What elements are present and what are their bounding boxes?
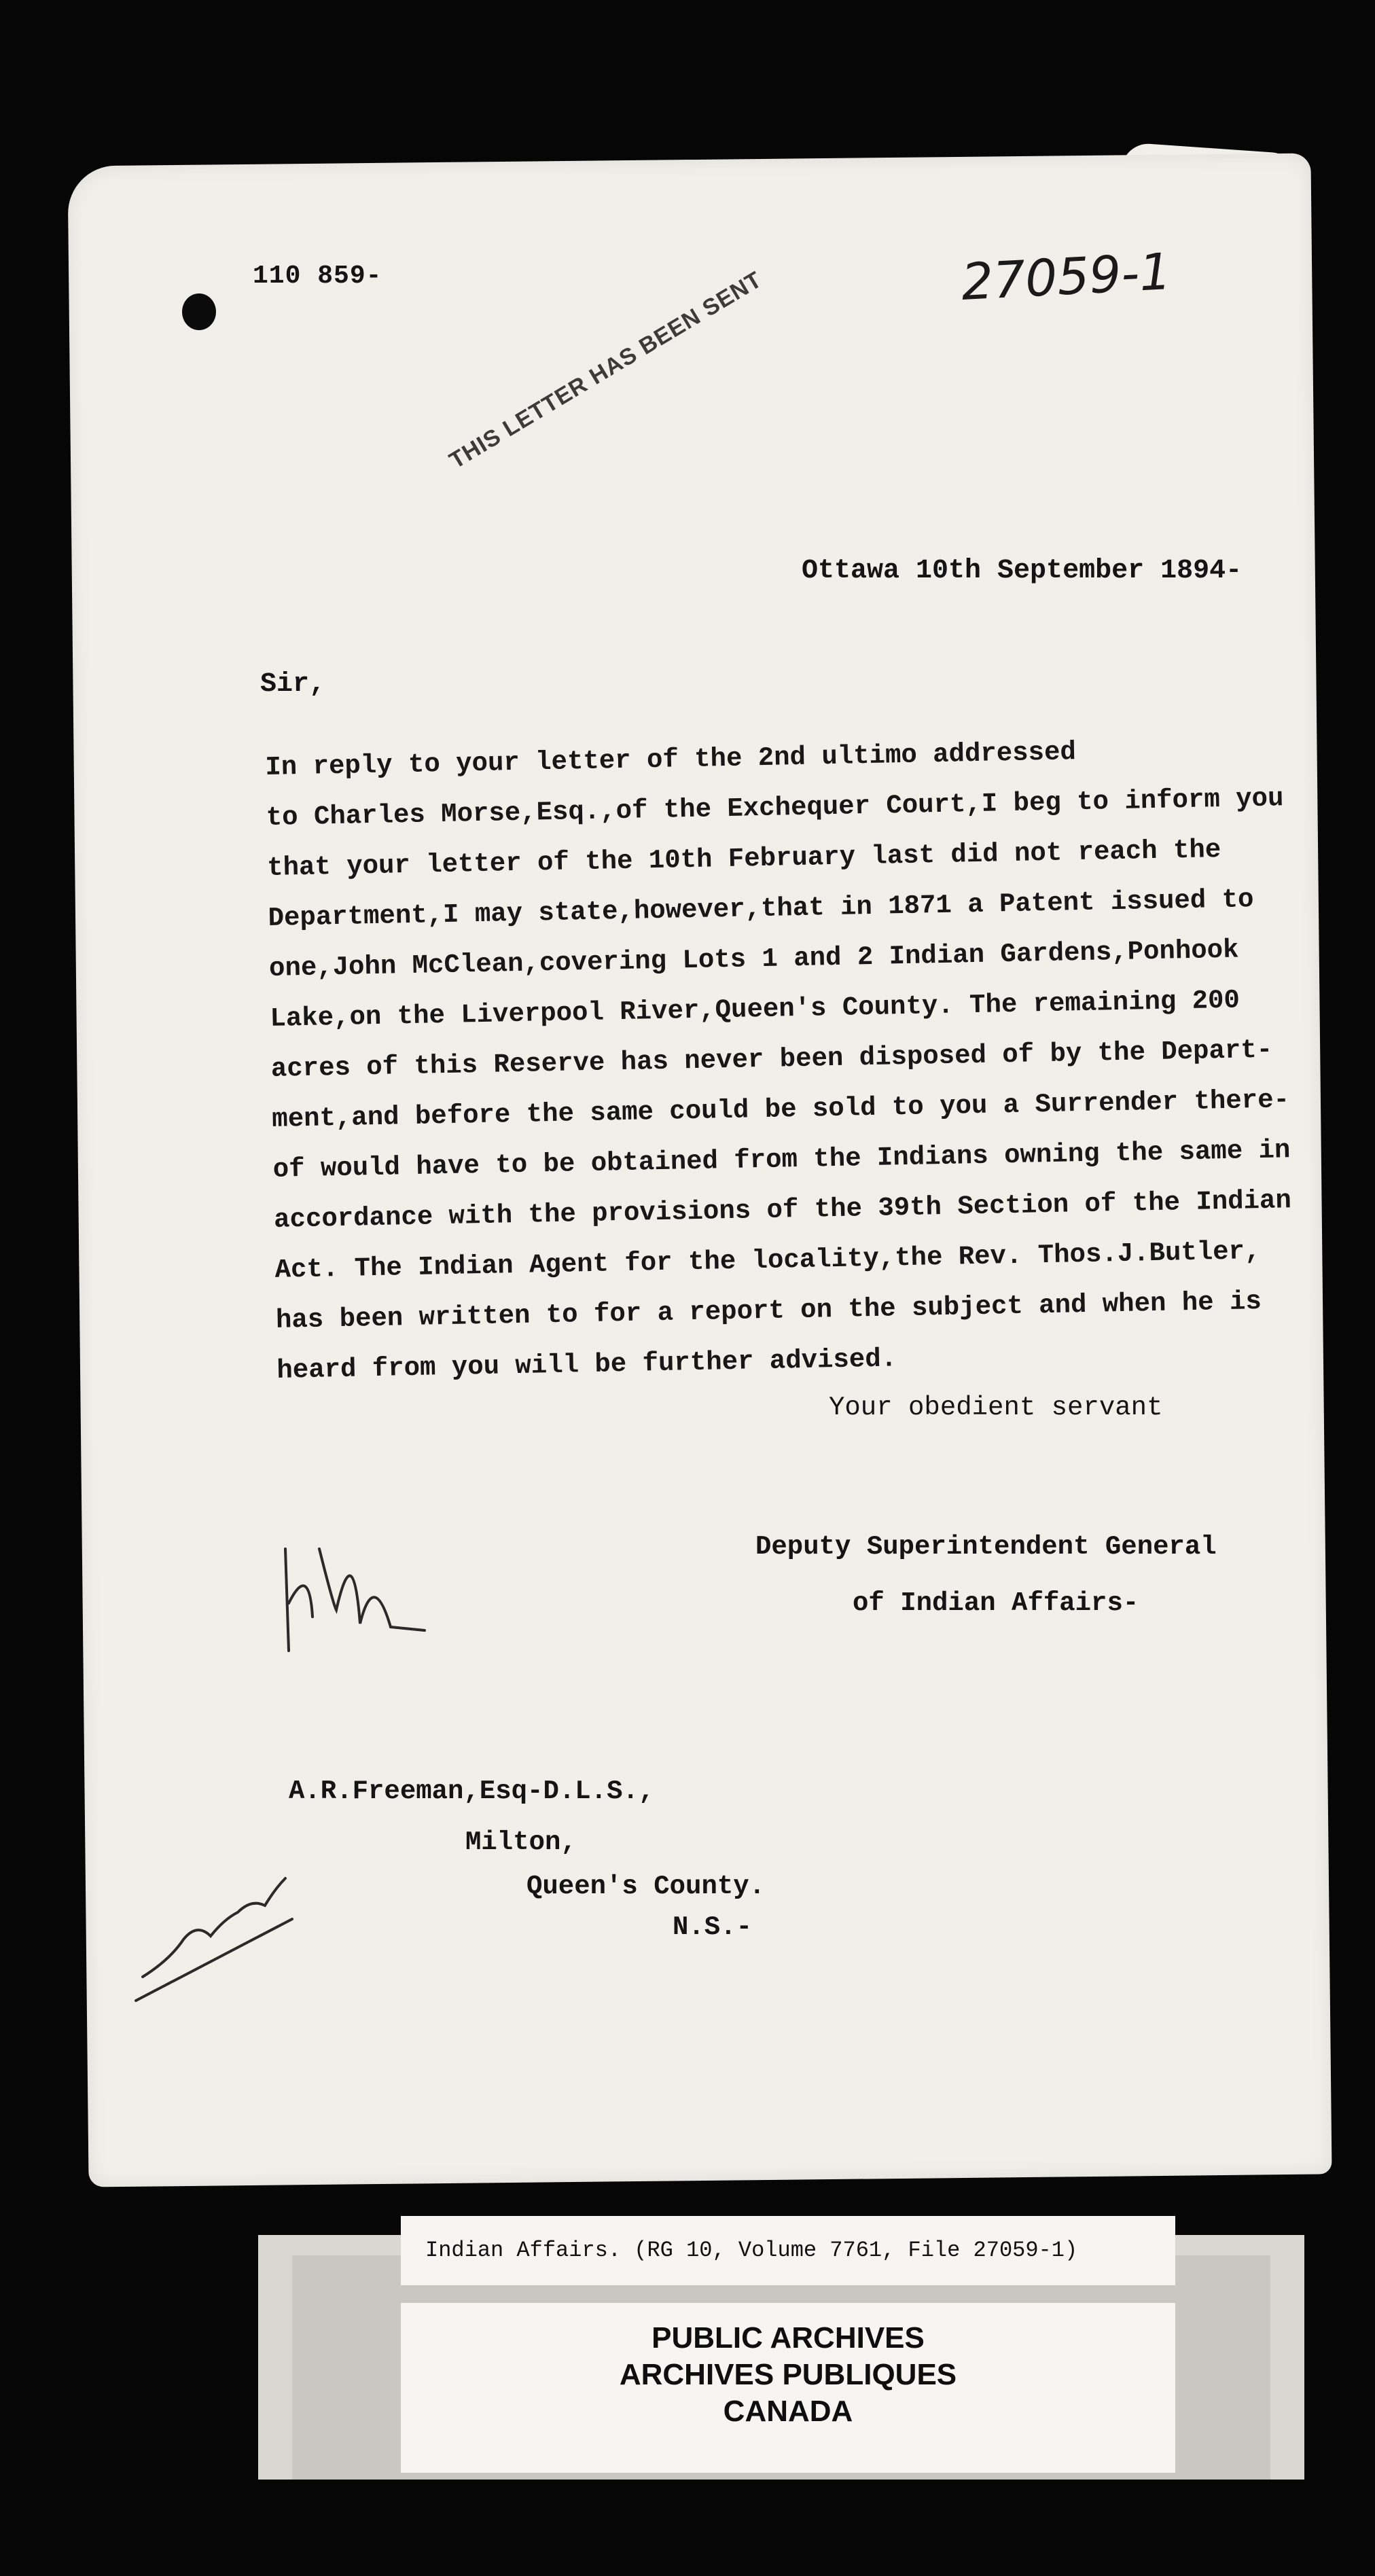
signature-title-line1: Deputy Superintendent General bbox=[755, 1532, 1217, 1562]
salutation: Sir, bbox=[260, 669, 326, 700]
body-line: one,John McClean,covering Lots 1 and 2 Indian Gardens,Ponhook bbox=[268, 935, 1239, 984]
body-line: of would have to be obtained from the Indians owning the same in bbox=[272, 1135, 1291, 1185]
archives-line-publiques: ARCHIVES PUBLIQUES bbox=[619, 2358, 957, 2391]
body-line: Department,I may state,however,that in 1871 a Patent issued to bbox=[268, 884, 1254, 933]
body-line: ment,and before the same could be sold to you a Surrender there- bbox=[271, 1085, 1290, 1134]
body-line: accordance with the provisions of the 39th Section of the Indian bbox=[273, 1185, 1292, 1235]
file-number: 27059-1 bbox=[959, 242, 1173, 312]
address-line: N.S.- bbox=[673, 1912, 753, 1942]
body-line: that your letter of the 10th February last did not reach the bbox=[266, 835, 1221, 883]
archives-line-public: PUBLIC ARCHIVES bbox=[651, 2321, 925, 2355]
archives-line-canada: CANADA bbox=[723, 2395, 853, 2428]
marginal-notation bbox=[129, 1858, 306, 2014]
body-line: Lake,on the Liverpool River,Queen's County. The remaining 200 bbox=[270, 985, 1240, 1034]
handwritten-initials bbox=[272, 1522, 435, 1658]
reference-number: 110 859- bbox=[253, 262, 382, 291]
dateline: Ottawa 10th September 1894- bbox=[802, 556, 1243, 586]
body-line: has been written to for a report on the subject and when he is bbox=[275, 1286, 1262, 1336]
caption-box bbox=[401, 2216, 1175, 2285]
archives-label bbox=[401, 2303, 1175, 2473]
address-line: Queen's County. bbox=[526, 1872, 766, 1901]
address-line: Milton, bbox=[465, 1827, 577, 1857]
archive-caption: Indian Affairs. (RG 10, Volume 7761, File 27059-1) bbox=[425, 2238, 1078, 2263]
address-line: A.R.Freeman,Esq-D.L.S., bbox=[289, 1776, 655, 1806]
punch-hole bbox=[182, 293, 216, 330]
body-line: In reply to your letter of the 2nd ultimo addressed bbox=[265, 737, 1077, 783]
signature-title-line2: of Indian Affairs- bbox=[853, 1588, 1139, 1618]
body-line: acres of this Reserve has never been disposed of by the Depart- bbox=[270, 1035, 1273, 1084]
body-line: Act. The Indian Agent for the locality,the Rev. Thos.J.Butler, bbox=[274, 1236, 1261, 1285]
body-line: to Charles Morse,Esq.,of the Exchequer Court,I beg to inform you bbox=[266, 783, 1284, 833]
body-line: heard from you will be further advised. bbox=[276, 1344, 897, 1386]
closing: Your obedient servant bbox=[829, 1393, 1163, 1423]
letter-body bbox=[265, 733, 1296, 1398]
sent-stamp: THIS LETTER HAS BEEN SENT bbox=[445, 266, 767, 474]
